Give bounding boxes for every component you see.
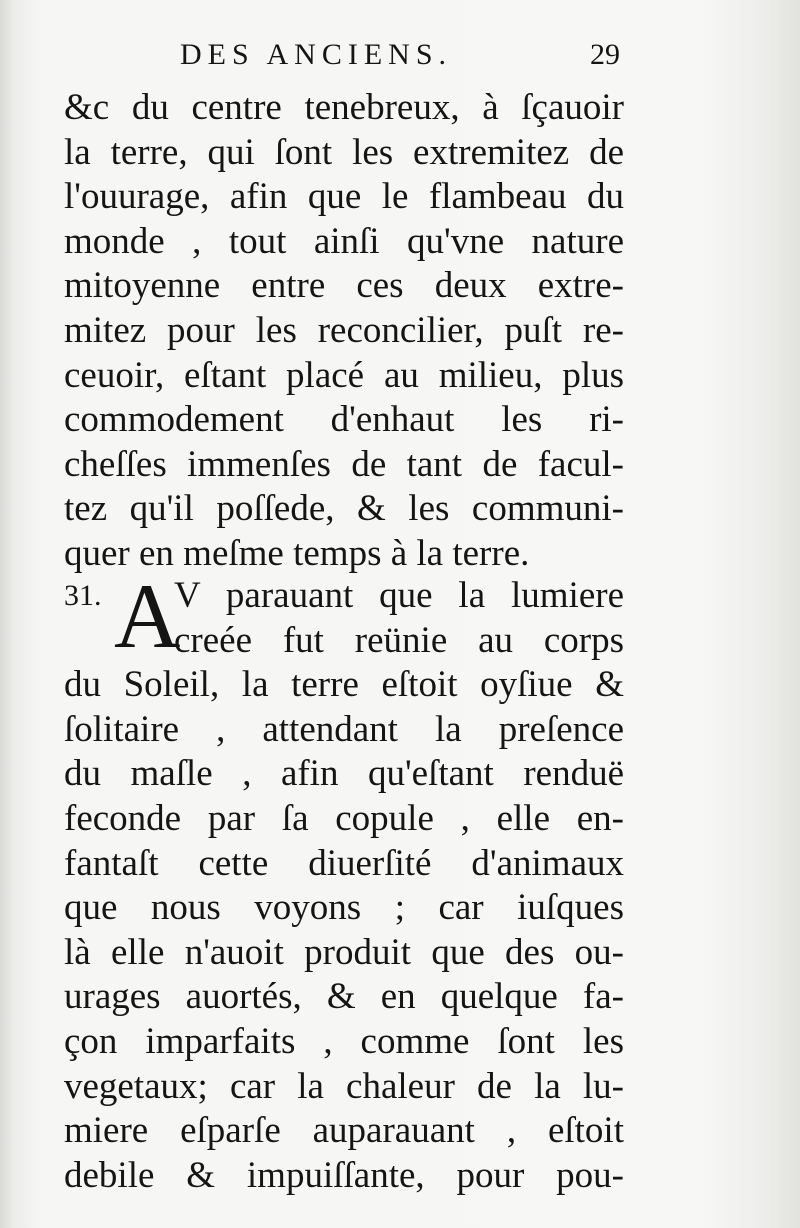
text-line: la terre, qui ſont les extremitez de	[64, 131, 624, 173]
text-line: cheſſes immenſes de tant de facul-	[64, 443, 624, 485]
text-line: ceuoir, eſtant placé au milieu, plus	[64, 354, 624, 396]
text-line: mitez pour les reconcilier, puſt re-	[64, 309, 624, 351]
text-line: fantaſt cette diuerſité d'animaux	[64, 842, 624, 884]
paragraph-1	[64, 86, 624, 577]
paragraph-2	[64, 565, 624, 1198]
text-line: creée fut reünie au corps	[174, 619, 624, 661]
text-line: çon imparfaits , comme ſont les	[64, 1020, 624, 1062]
text-line: &c du centre tenebreux, à ſçauoir	[64, 87, 624, 128]
text-line: debile & impuiſſante, pour pou-	[64, 1154, 624, 1196]
text-line: V parauant que la lumiere	[174, 575, 624, 616]
text-line: quer en meſme temps à la terre.	[64, 532, 530, 574]
text-line: du maſle , afin qu'eſtant renduë	[64, 753, 624, 795]
running-header	[180, 38, 620, 88]
text-line: que nous voyons ; car iuſques	[64, 887, 624, 929]
text-line: du Soleil, la terre eſtoit oyſiue &	[64, 664, 624, 706]
text-line: monde , tout ainſi qu'vne nature	[64, 220, 624, 262]
text-line: urages auortés, & en quelque fa-	[64, 976, 624, 1018]
text-line: miere eſparſe auparauant , eſtoit	[64, 1110, 624, 1152]
text-line: feconde par ſa copule , elle en-	[64, 797, 624, 839]
text-line: tez qu'il poſſede, & les communi-	[64, 488, 624, 530]
text-line: commodement d'enhaut les ri-	[64, 399, 624, 441]
running-title: DES ANCIENS.	[180, 38, 453, 71]
text-line: l'ouurage, afin que le flambeau du	[64, 176, 624, 218]
page-number: 29	[590, 38, 620, 71]
paragraph-number: 31.	[64, 579, 102, 612]
drop-cap: A	[114, 565, 181, 667]
text-line: mitoyenne entre ces deux extre-	[64, 265, 624, 307]
text-line: vegetaux; car la chaleur de la lu-	[64, 1065, 624, 1107]
text-line: ſolitaire , attendant la preſence	[64, 708, 624, 750]
text-line: là elle n'auoit produit que des ou-	[64, 931, 624, 973]
